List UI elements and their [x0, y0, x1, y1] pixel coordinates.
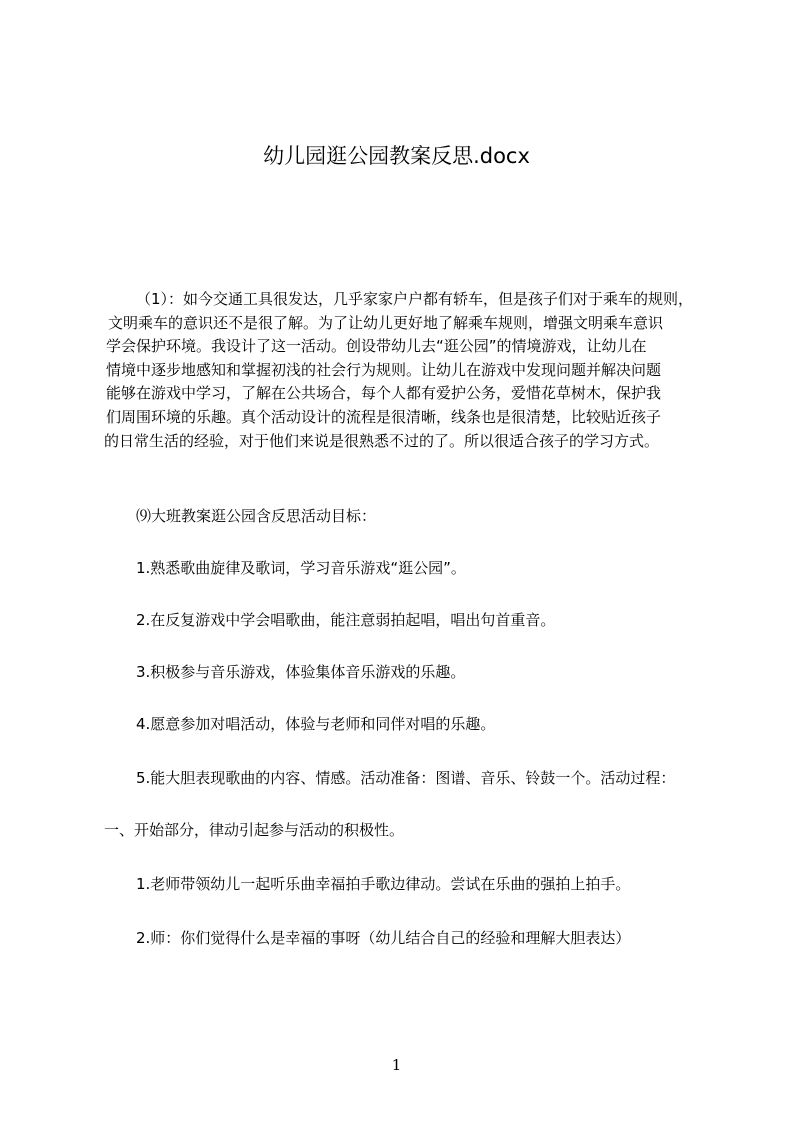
goal-item: 3.积极参与音乐游戏，体验集体音乐游戏的乐趣。	[136, 663, 466, 681]
document-title: 幼儿园逛公园教案反思.docx	[263, 144, 530, 168]
goal-item: 5.能大胆表现歌曲的内容、情感。活动准备：图谱、音乐、铃鼓一个。活动过程：	[136, 769, 676, 787]
intro-line: 们周围环境的乐趣。真个活动设计的流程是很清晰，线条也是很清楚，比较贴近孩子	[106, 407, 662, 426]
page-number: 1	[391, 1056, 402, 1074]
intro-line: 情境中逐步地感知和掌握初浅的社会行为规则。让幼儿在游戏中发现问题并解决问题	[106, 360, 662, 379]
process-item: 2.师：你们觉得什么是幸福的事呀（幼儿结合自己的经验和理解大胆表达）	[136, 929, 631, 947]
intro-line: 学会保护环境。我设计了这一活动。创设带幼儿去“逛公园”的情境游戏，让幼儿在	[106, 337, 647, 356]
intro-line: 文明乘车的意识还不是很了解。为了让幼儿更好地了解乘车规则，增强文明乘车意识	[108, 313, 664, 332]
intro-line: （1）：如今交通工具很发达，几乎家家户户都有轿车，但是孩子们对于乘车的规则，	[136, 290, 694, 308]
intro-line: 能够在游戏中学习，了解在公共场合，每个人都有爱护公务，爱惜花草树木，保护我	[106, 384, 662, 403]
goal-item: 4.愿意参加对唱活动，体验与老师和同伴对唱的乐趣。	[136, 715, 496, 733]
section-heading: 一、开始部分，律动引起参与活动的积极性。	[104, 821, 405, 839]
section-heading: ⑼大班教案逛公园含反思活动目标：	[136, 507, 377, 525]
intro-paragraph	[104, 288, 724, 453]
intro-line: 的日常生活的经验，对于他们来说是很熟悉不过的了。所以很适合孩子的学习方式。	[104, 431, 660, 450]
goal-item: 1.熟悉歌曲旋律及歌词，学习音乐游戏“逛公园”。	[136, 559, 466, 577]
process-item: 1.老师带领幼儿一起听乐曲幸福拍手歌边律动。尝试在乐曲的强拍上拍手。	[136, 875, 631, 893]
goal-item: 2.在反复游戏中学会唱歌曲，能注意弱拍起唱，唱出句首重音。	[136, 611, 556, 629]
